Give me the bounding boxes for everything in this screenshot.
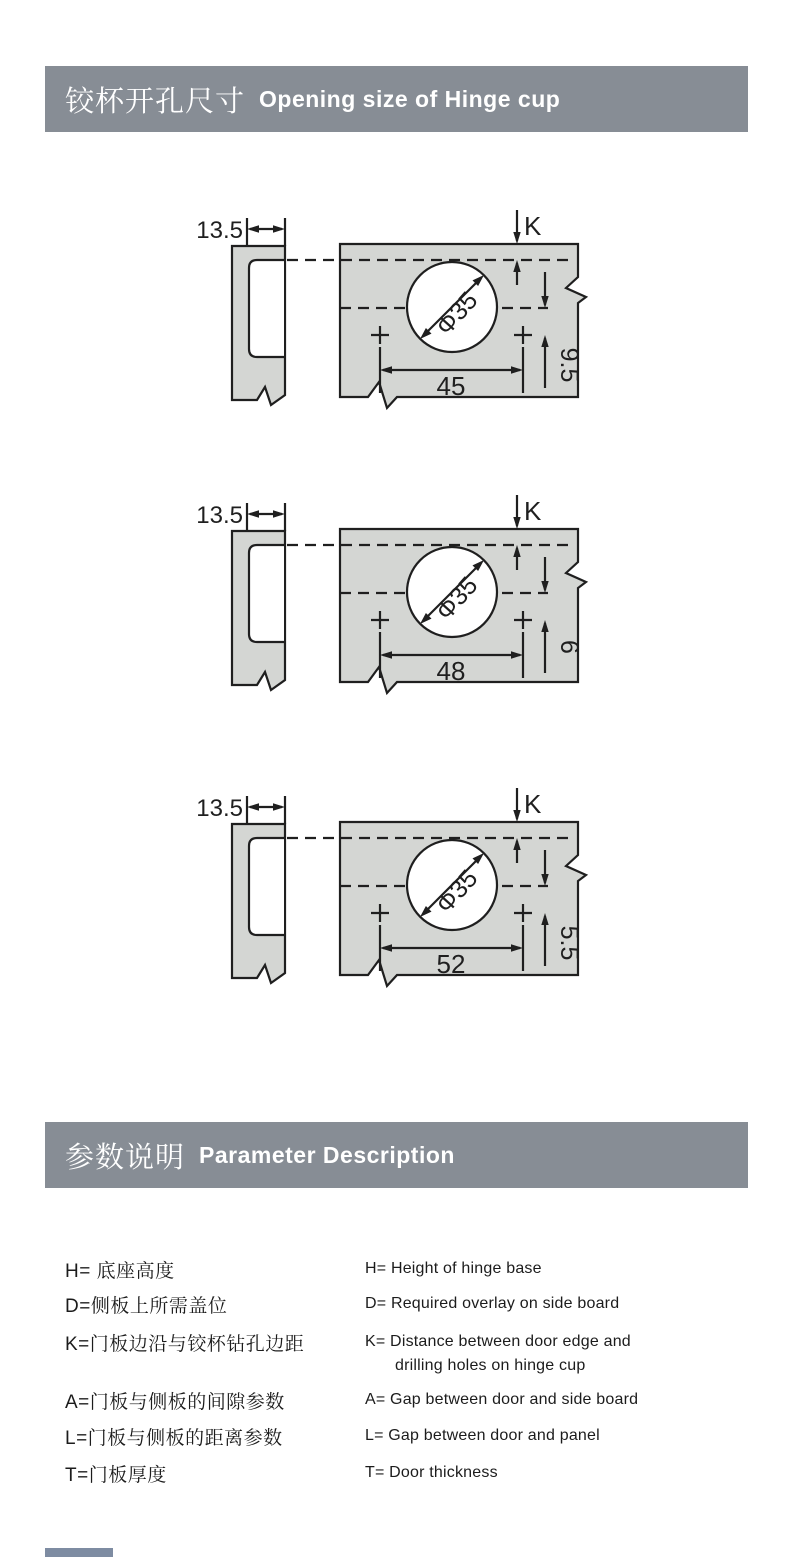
opening-size-banner	[45, 66, 748, 132]
offset-label: 6	[555, 640, 583, 654]
door-thickness-label: 13.5	[196, 502, 243, 529]
param-l-en-line1: L= Gap between door and panel	[365, 1427, 600, 1444]
parameter-description-title-en: Parameter Description	[199, 1141, 455, 1168]
param-t-en-line1: T= Door thickness	[365, 1464, 498, 1481]
param-d-cn: D=侧板上所需盖位	[65, 1296, 228, 1317]
offset-label: 9.5	[555, 347, 583, 383]
opening-size-title-cn: 铰杯开孔尺寸	[65, 85, 246, 118]
param-l-cn: L=门板与侧板的距离参数	[65, 1428, 283, 1449]
param-t-cn: T=门板厚度	[65, 1465, 167, 1486]
edge-distance-label: K	[524, 211, 542, 241]
hinge-cup-diagram-45	[150, 205, 600, 435]
param-h-en	[365, 1257, 542, 1281]
door-thickness-label: 13.5	[196, 217, 243, 244]
parameter-description-banner	[45, 1122, 748, 1188]
door-thickness-label: 13.5	[196, 795, 243, 822]
screw-distance-label: 45	[436, 371, 466, 401]
param-a-en	[365, 1388, 638, 1412]
parameter-description-title-cn: 参数说明	[65, 1141, 186, 1174]
param-a-en-line1: A= Gap between door and side board	[365, 1391, 639, 1408]
opening-size-title-en: Opening size of Hinge cup	[259, 85, 561, 112]
cup-diameter-label: Φ35	[430, 864, 484, 919]
param-k-en	[365, 1330, 631, 1378]
edge-distance-label: K	[524, 496, 542, 526]
hinge-cup-diagram-52	[150, 783, 600, 1013]
offset-label: 5.5	[555, 925, 583, 961]
param-d-en-line1: D= Required overlay on side board	[365, 1295, 620, 1312]
edge-distance-label: K	[524, 789, 542, 819]
screw-distance-label: 52	[436, 949, 466, 979]
param-k-cn: K=门板边沿与铰杯钻孔边距	[65, 1334, 305, 1355]
hinge-cup-diagram-48	[150, 490, 600, 720]
param-l-en	[365, 1424, 600, 1448]
param-h-en-line1: H= Height of hinge base	[365, 1260, 542, 1277]
param-k-en-line1: K= Distance between door edge and	[365, 1333, 631, 1350]
param-a-cn: A=门板与侧板的间隙参数	[65, 1392, 285, 1413]
screw-distance-label: 48	[436, 656, 466, 686]
param-k-en-line2: drilling holes on hinge cup	[395, 1357, 586, 1374]
param-d-en	[365, 1292, 619, 1316]
cup-diameter-label: Φ35	[430, 286, 484, 341]
next-section-banner-partial	[45, 1548, 113, 1557]
param-t-en	[365, 1461, 498, 1485]
param-h-cn: H= 底座高度	[65, 1261, 175, 1282]
cup-diameter-label: Φ35	[430, 571, 484, 626]
